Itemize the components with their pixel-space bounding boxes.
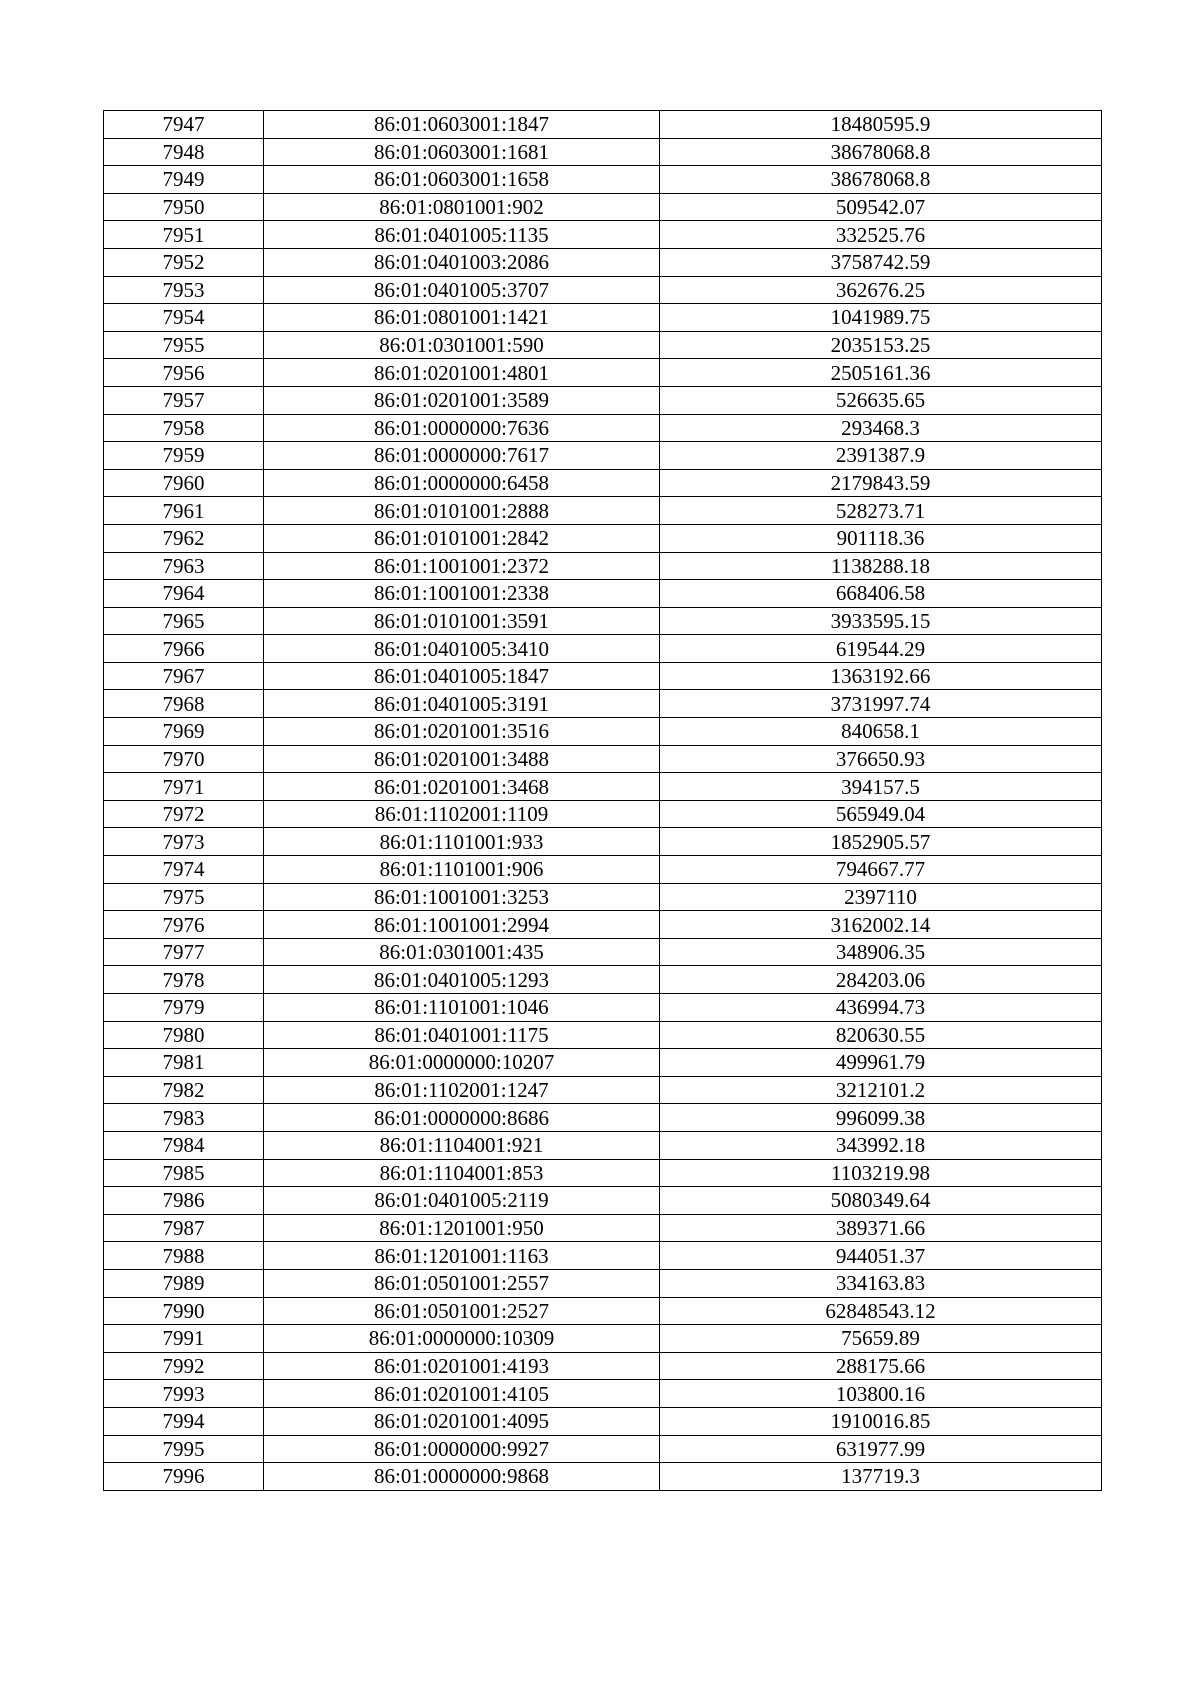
cadastral-value-cell: 901118.36	[660, 524, 1102, 552]
cadastral-number-cell: 86:01:1101001:906	[264, 856, 660, 884]
cadastral-value-cell: 75659.89	[660, 1325, 1102, 1353]
cadastral-number-cell: 86:01:0301001:435	[264, 938, 660, 966]
cadastral-number-cell: 86:01:0201001:4095	[264, 1407, 660, 1435]
cadastral-value-cell: 18480595.9	[660, 111, 1102, 139]
cadastral-number-cell: 86:01:1104001:853	[264, 1159, 660, 1187]
cadastral-value-cell: 2035153.25	[660, 331, 1102, 359]
cadastral-number-cell: 86:01:0201001:4105	[264, 1380, 660, 1408]
cadastral-number-cell: 86:01:0000000:10207	[264, 1049, 660, 1077]
row-number-cell: 7982	[104, 1076, 264, 1104]
cadastral-number-cell: 86:01:0801001:1421	[264, 304, 660, 332]
cadastral-value-cell: 436994.73	[660, 994, 1102, 1022]
table-row	[104, 1214, 1102, 1242]
cadastral-number-cell: 86:01:0401005:1847	[264, 662, 660, 690]
cadastral-value-cell: 526635.65	[660, 386, 1102, 414]
table-row	[104, 1159, 1102, 1187]
table-row	[104, 1297, 1102, 1325]
table-row	[104, 966, 1102, 994]
row-number-cell: 7961	[104, 497, 264, 525]
cadastral-number-cell: 86:01:0000000:6458	[264, 469, 660, 497]
row-number-cell: 7981	[104, 1049, 264, 1077]
row-number-cell: 7980	[104, 1021, 264, 1049]
table-row	[104, 469, 1102, 497]
cadastral-value-cell: 619544.29	[660, 635, 1102, 663]
cadastral-number-cell: 86:01:1102001:1247	[264, 1076, 660, 1104]
cadastral-number-cell: 86:01:0000000:8686	[264, 1104, 660, 1132]
table-row	[104, 1407, 1102, 1435]
cadastral-value-cell: 528273.71	[660, 497, 1102, 525]
table-row	[104, 1352, 1102, 1380]
row-number-cell: 7969	[104, 718, 264, 746]
row-number-cell: 7953	[104, 276, 264, 304]
row-number-cell: 7951	[104, 221, 264, 249]
row-number-cell: 7960	[104, 469, 264, 497]
row-number-cell: 7979	[104, 994, 264, 1022]
row-number-cell: 7955	[104, 331, 264, 359]
cadastral-number-cell: 86:01:1001001:2994	[264, 911, 660, 939]
cadastral-value-cell: 668406.58	[660, 580, 1102, 608]
cadastral-number-cell: 86:01:0603001:1681	[264, 138, 660, 166]
cadastral-value-cell: 284203.06	[660, 966, 1102, 994]
table-row	[104, 1463, 1102, 1491]
cadastral-number-cell: 86:01:1104001:921	[264, 1131, 660, 1159]
cadastral-number-cell: 86:01:1001001:2372	[264, 552, 660, 580]
row-number-cell: 7991	[104, 1325, 264, 1353]
table-row	[104, 607, 1102, 635]
table-row	[104, 442, 1102, 470]
cadastral-value-cell: 38678068.8	[660, 166, 1102, 194]
cadastral-value-cell: 348906.35	[660, 938, 1102, 966]
row-number-cell: 7995	[104, 1435, 264, 1463]
row-number-cell: 7993	[104, 1380, 264, 1408]
cadastral-number-cell: 86:01:0000000:7636	[264, 414, 660, 442]
row-number-cell: 7972	[104, 800, 264, 828]
table-row	[104, 1104, 1102, 1132]
cadastral-value-cell: 1910016.85	[660, 1407, 1102, 1435]
cadastral-number-cell: 86:01:0401005:1135	[264, 221, 660, 249]
cadastral-value-cell: 1041989.75	[660, 304, 1102, 332]
cadastral-number-cell: 86:01:0000000:9868	[264, 1463, 660, 1491]
table-row	[104, 690, 1102, 718]
cadastral-value-cell: 631977.99	[660, 1435, 1102, 1463]
table-body	[104, 111, 1102, 1491]
row-number-cell: 7992	[104, 1352, 264, 1380]
cadastral-value-cell: 362676.25	[660, 276, 1102, 304]
table-row	[104, 524, 1102, 552]
cadastral-value-cell: 288175.66	[660, 1352, 1102, 1380]
table-row	[104, 386, 1102, 414]
cadastral-value-cell: 103800.16	[660, 1380, 1102, 1408]
table-row	[104, 1242, 1102, 1270]
cadastral-number-cell: 86:01:0401001:1175	[264, 1021, 660, 1049]
cadastral-number-cell: 86:01:0101001:2842	[264, 524, 660, 552]
cadastral-value-cell: 3162002.14	[660, 911, 1102, 939]
row-number-cell: 7986	[104, 1187, 264, 1215]
row-number-cell: 7985	[104, 1159, 264, 1187]
cadastral-number-cell: 86:01:0401003:2086	[264, 248, 660, 276]
table-row	[104, 1380, 1102, 1408]
table-row	[104, 304, 1102, 332]
table-row	[104, 1325, 1102, 1353]
cadastral-value-cell: 38678068.8	[660, 138, 1102, 166]
cadastral-value-cell: 5080349.64	[660, 1187, 1102, 1215]
row-number-cell: 7962	[104, 524, 264, 552]
cadastral-number-cell: 86:01:0501001:2527	[264, 1297, 660, 1325]
cadastral-value-cell: 2179843.59	[660, 469, 1102, 497]
row-number-cell: 7947	[104, 111, 264, 139]
cadastral-value-cell: 820630.55	[660, 1021, 1102, 1049]
table-row	[104, 828, 1102, 856]
row-number-cell: 7963	[104, 552, 264, 580]
cadastral-value-cell: 1138288.18	[660, 552, 1102, 580]
table-row	[104, 911, 1102, 939]
table-row	[104, 773, 1102, 801]
cadastral-number-cell: 86:01:0201001:3516	[264, 718, 660, 746]
table-row	[104, 883, 1102, 911]
row-number-cell: 7977	[104, 938, 264, 966]
cadastral-number-cell: 86:01:1001001:3253	[264, 883, 660, 911]
cadastral-value-cell: 394157.5	[660, 773, 1102, 801]
cadastral-number-cell: 86:01:0201001:3488	[264, 745, 660, 773]
table-row	[104, 221, 1102, 249]
cadastral-value-cell: 343992.18	[660, 1131, 1102, 1159]
row-number-cell: 7950	[104, 193, 264, 221]
cadastral-number-cell: 86:01:0603001:1658	[264, 166, 660, 194]
cadastral-value-cell: 3212101.2	[660, 1076, 1102, 1104]
cadastral-value-cell: 996099.38	[660, 1104, 1102, 1132]
cadastral-value-cell: 137719.3	[660, 1463, 1102, 1491]
cadastral-number-cell: 86:01:0501001:2557	[264, 1269, 660, 1297]
cadastral-value-cell: 332525.76	[660, 221, 1102, 249]
cadastral-value-table	[103, 110, 1102, 1491]
row-number-cell: 7949	[104, 166, 264, 194]
cadastral-number-cell: 86:01:1201001:950	[264, 1214, 660, 1242]
cadastral-number-cell: 86:01:0201001:3589	[264, 386, 660, 414]
cadastral-number-cell: 86:01:0000000:9927	[264, 1435, 660, 1463]
table-row	[104, 580, 1102, 608]
row-number-cell: 7971	[104, 773, 264, 801]
cadastral-value-cell: 2391387.9	[660, 442, 1102, 470]
cadastral-value-cell: 293468.3	[660, 414, 1102, 442]
table-row	[104, 662, 1102, 690]
cadastral-number-cell: 86:01:0000000:10309	[264, 1325, 660, 1353]
row-number-cell: 7988	[104, 1242, 264, 1270]
cadastral-value-cell: 3933595.15	[660, 607, 1102, 635]
row-number-cell: 7984	[104, 1131, 264, 1159]
cadastral-number-cell: 86:01:1001001:2338	[264, 580, 660, 608]
table-row	[104, 938, 1102, 966]
cadastral-value-cell: 565949.04	[660, 800, 1102, 828]
table-row	[104, 138, 1102, 166]
table-row	[104, 1435, 1102, 1463]
table-row	[104, 856, 1102, 884]
row-number-cell: 7967	[104, 662, 264, 690]
cadastral-number-cell: 86:01:0401005:3191	[264, 690, 660, 718]
table-row	[104, 800, 1102, 828]
row-number-cell: 7983	[104, 1104, 264, 1132]
cadastral-value-cell: 794667.77	[660, 856, 1102, 884]
row-number-cell: 7974	[104, 856, 264, 884]
cadastral-number-cell: 86:01:1101001:933	[264, 828, 660, 856]
cadastral-number-cell: 86:01:0101001:3591	[264, 607, 660, 635]
cadastral-number-cell: 86:01:1201001:1163	[264, 1242, 660, 1270]
cadastral-value-cell: 62848543.12	[660, 1297, 1102, 1325]
cadastral-value-cell: 509542.07	[660, 193, 1102, 221]
table-row	[104, 414, 1102, 442]
cadastral-value-cell: 2397110	[660, 883, 1102, 911]
cadastral-value-cell: 376650.93	[660, 745, 1102, 773]
table-row	[104, 276, 1102, 304]
cadastral-value-cell: 334163.83	[660, 1269, 1102, 1297]
table-row	[104, 193, 1102, 221]
cadastral-value-cell: 1363192.66	[660, 662, 1102, 690]
cadastral-number-cell: 86:01:0201001:3468	[264, 773, 660, 801]
row-number-cell: 7975	[104, 883, 264, 911]
cadastral-number-cell: 86:01:0603001:1847	[264, 111, 660, 139]
table-row	[104, 166, 1102, 194]
row-number-cell: 7968	[104, 690, 264, 718]
cadastral-number-cell: 86:01:0201001:4801	[264, 359, 660, 387]
row-number-cell: 7976	[104, 911, 264, 939]
row-number-cell: 7954	[104, 304, 264, 332]
row-number-cell: 7948	[104, 138, 264, 166]
table-row	[104, 745, 1102, 773]
cadastral-value-cell: 944051.37	[660, 1242, 1102, 1270]
row-number-cell: 7956	[104, 359, 264, 387]
cadastral-value-cell: 1852905.57	[660, 828, 1102, 856]
row-number-cell: 7989	[104, 1269, 264, 1297]
row-number-cell: 7966	[104, 635, 264, 663]
table-row	[104, 359, 1102, 387]
table-row	[104, 111, 1102, 139]
cadastral-number-cell: 86:01:0401005:3707	[264, 276, 660, 304]
cadastral-value-cell: 1103219.98	[660, 1159, 1102, 1187]
table-row	[104, 635, 1102, 663]
cadastral-value-cell: 2505161.36	[660, 359, 1102, 387]
cadastral-number-cell: 86:01:0401005:2119	[264, 1187, 660, 1215]
cadastral-value-cell: 3758742.59	[660, 248, 1102, 276]
row-number-cell: 7959	[104, 442, 264, 470]
cadastral-number-cell: 86:01:0401005:3410	[264, 635, 660, 663]
cadastral-value-cell: 389371.66	[660, 1214, 1102, 1242]
table-row	[104, 1187, 1102, 1215]
cadastral-number-cell: 86:01:0000000:7617	[264, 442, 660, 470]
cadastral-number-cell: 86:01:0401005:1293	[264, 966, 660, 994]
table-row	[104, 1049, 1102, 1077]
table-row	[104, 1269, 1102, 1297]
cadastral-value-cell: 840658.1	[660, 718, 1102, 746]
table-row	[104, 248, 1102, 276]
row-number-cell: 7987	[104, 1214, 264, 1242]
row-number-cell: 7978	[104, 966, 264, 994]
row-number-cell: 7964	[104, 580, 264, 608]
row-number-cell: 7952	[104, 248, 264, 276]
cadastral-number-cell: 86:01:1102001:1109	[264, 800, 660, 828]
table-row	[104, 1131, 1102, 1159]
row-number-cell: 7970	[104, 745, 264, 773]
cadastral-number-cell: 86:01:0801001:902	[264, 193, 660, 221]
row-number-cell: 7994	[104, 1407, 264, 1435]
row-number-cell: 7958	[104, 414, 264, 442]
table-row	[104, 1021, 1102, 1049]
row-number-cell: 7965	[104, 607, 264, 635]
cadastral-number-cell: 86:01:0301001:590	[264, 331, 660, 359]
row-number-cell: 7957	[104, 386, 264, 414]
table-row	[104, 497, 1102, 525]
table-row	[104, 331, 1102, 359]
table-row	[104, 718, 1102, 746]
cadastral-value-cell: 499961.79	[660, 1049, 1102, 1077]
cadastral-number-cell: 86:01:0101001:2888	[264, 497, 660, 525]
cadastral-value-cell: 3731997.74	[660, 690, 1102, 718]
table-row	[104, 552, 1102, 580]
cadastral-number-cell: 86:01:0201001:4193	[264, 1352, 660, 1380]
cadastral-number-cell: 86:01:1101001:1046	[264, 994, 660, 1022]
table-row	[104, 1076, 1102, 1104]
table-row	[104, 994, 1102, 1022]
row-number-cell: 7973	[104, 828, 264, 856]
row-number-cell: 7996	[104, 1463, 264, 1491]
row-number-cell: 7990	[104, 1297, 264, 1325]
